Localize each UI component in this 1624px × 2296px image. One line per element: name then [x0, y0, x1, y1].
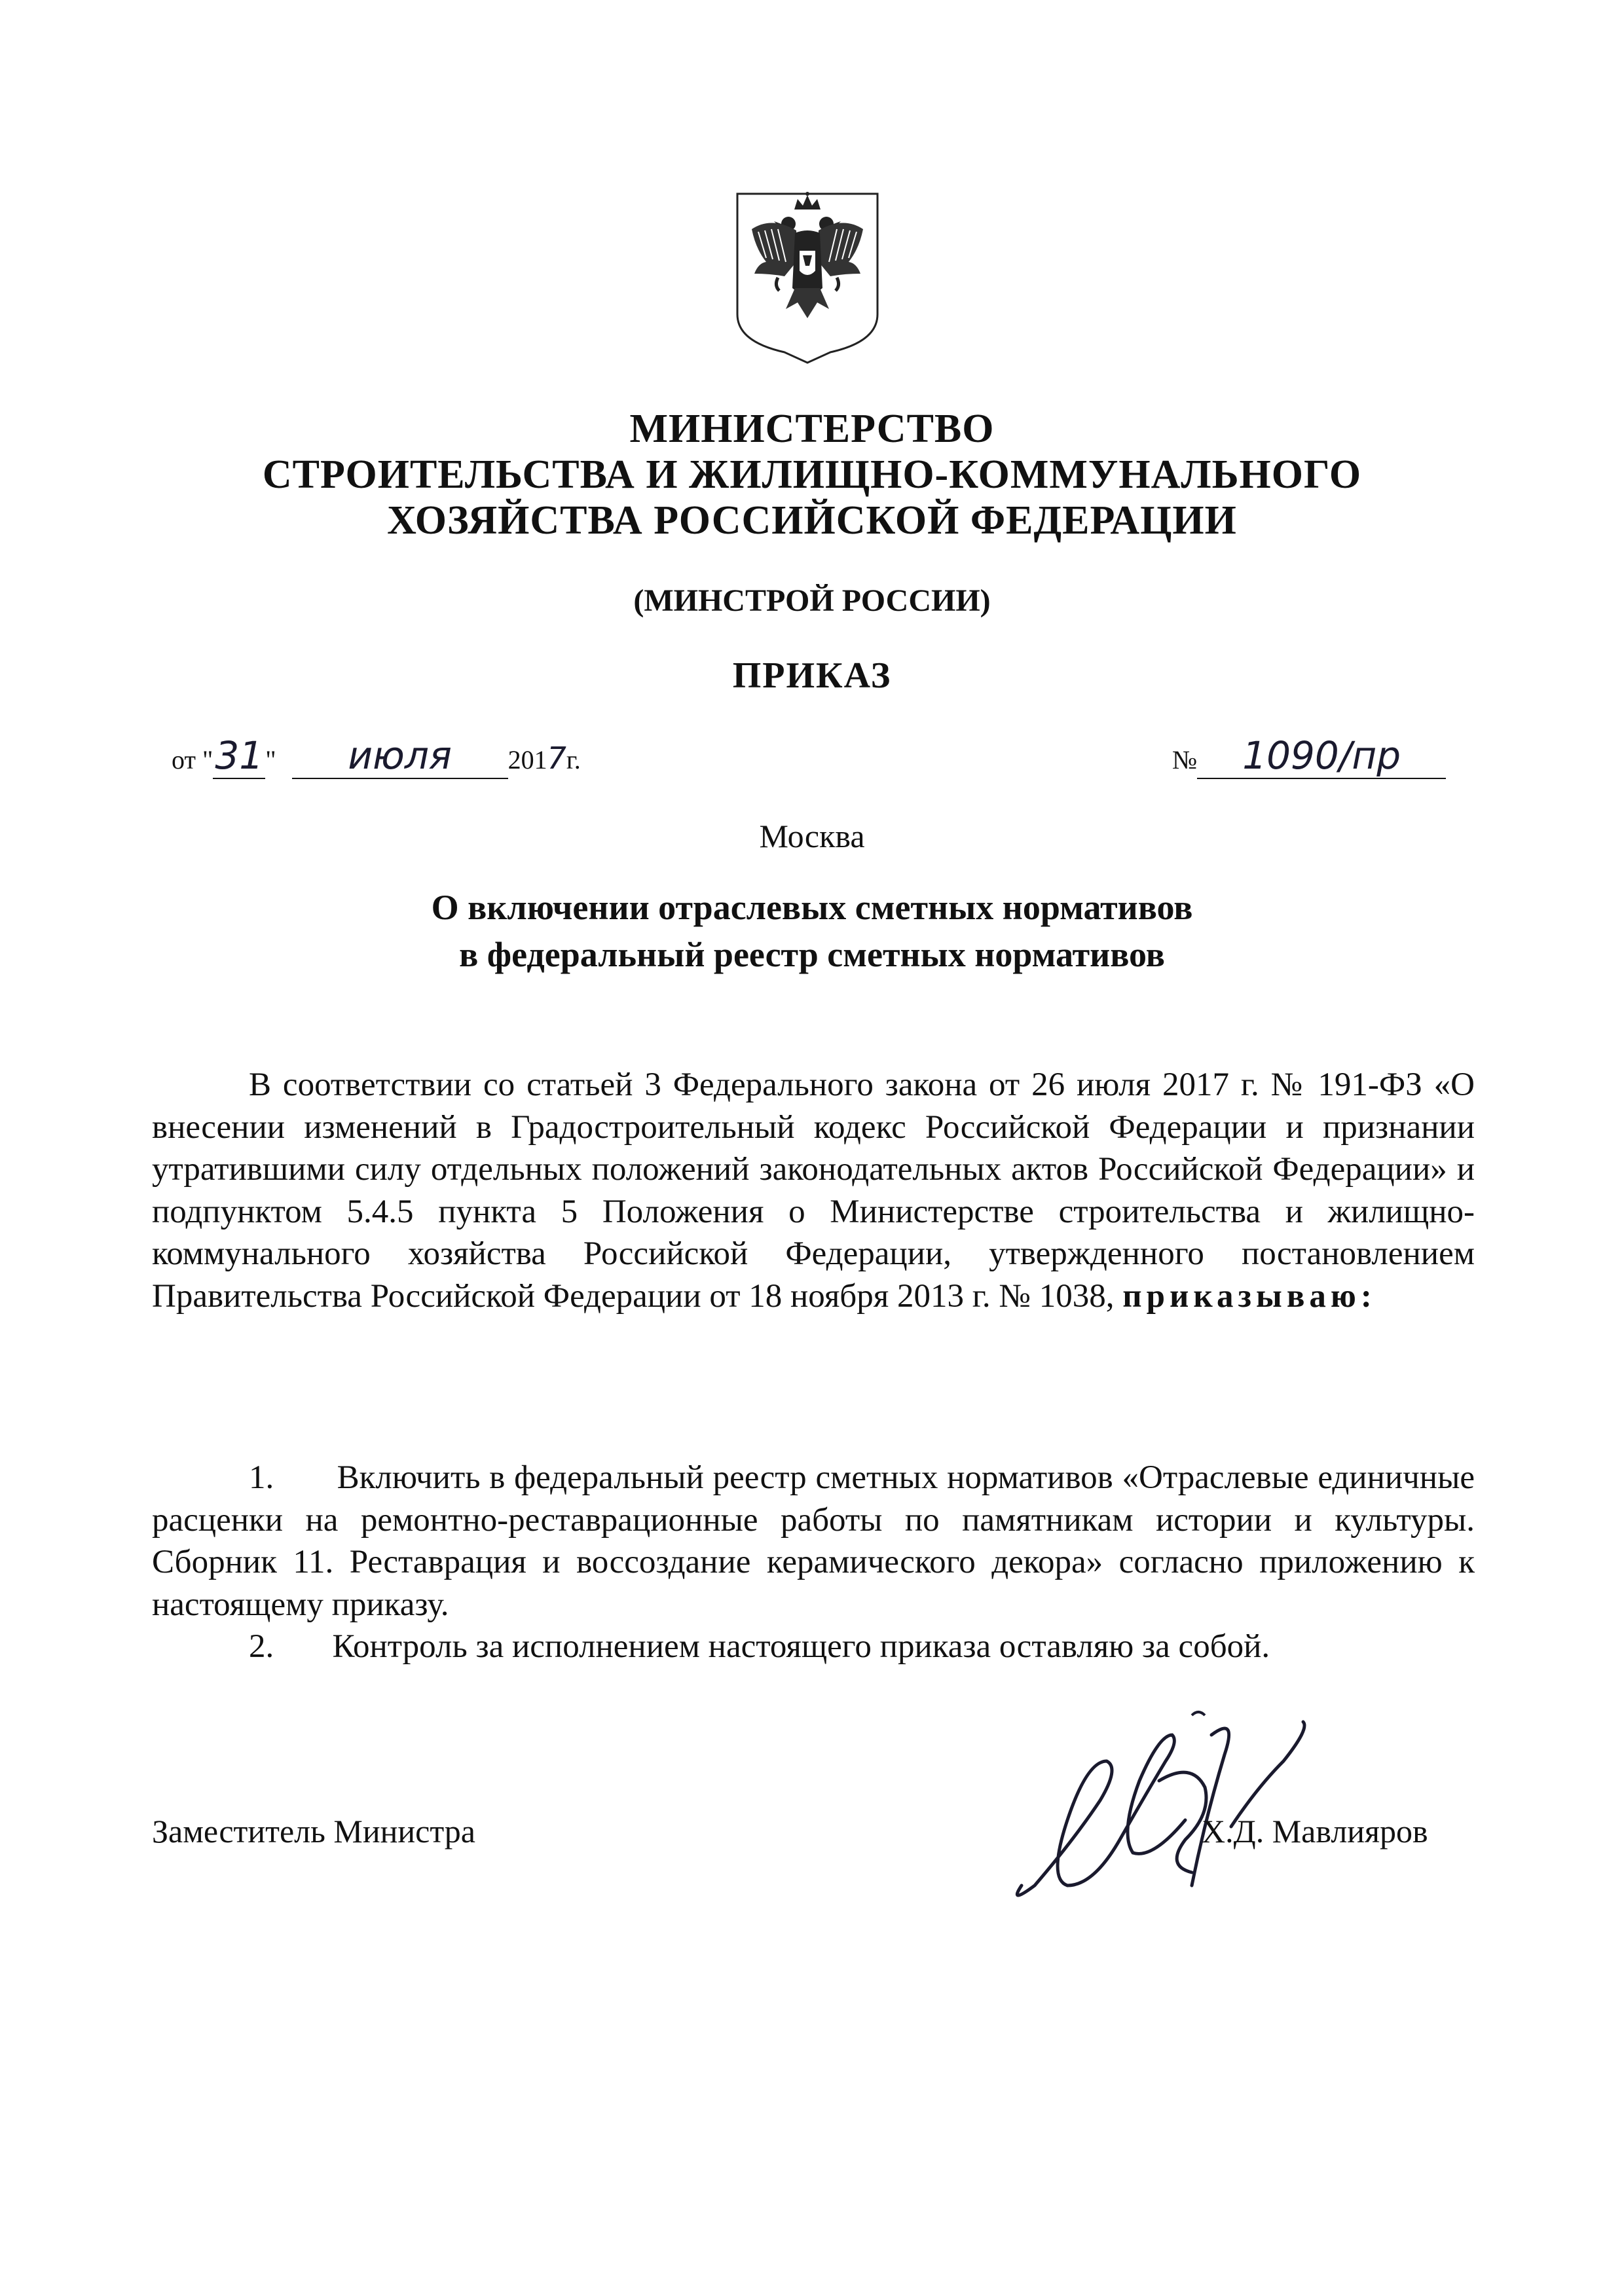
subject-line-1: О включении отраслевых сметных нормативов	[431, 888, 1193, 927]
item-number: 1.	[249, 1459, 274, 1496]
order-number-value: 1090/пр	[1197, 733, 1446, 779]
preamble-paragraph	[152, 1064, 1475, 1317]
date-quote-close: "	[265, 745, 276, 774]
order-command: приказываю:	[1122, 1277, 1376, 1315]
date-month: июля	[292, 733, 508, 779]
order-item-1	[152, 1457, 1475, 1626]
date-quote-open: "	[202, 745, 213, 774]
date-year-hand: 7	[547, 740, 566, 776]
item-text: Включить в федеральный реестр сметных нормативов «Отраслевые единичные расценки на ремонтно-реставрационные работы по памятникам истории и культуры. Сборник 11. Реставрация и воссоздание керамического декора» согласно приложению к настоящему приказу.	[152, 1459, 1475, 1623]
signer-position: Заместитель Министра	[152, 1813, 475, 1850]
item-text: Контроль за исполнением настоящего приказа оставляю за собой.	[332, 1628, 1270, 1665]
subject-line-2: в федеральный реестр сметных нормативов	[459, 935, 1165, 974]
order-number-label: №	[1172, 745, 1198, 774]
order-subject	[0, 884, 1624, 978]
order-items	[152, 1457, 1475, 1668]
date-suffix: г.	[566, 745, 581, 774]
city: Москва	[759, 818, 865, 854]
ministry-line-2: СТРОИТЕЛЬСТВА И ЖИЛИЩНО-КОММУНАЛЬНОГО	[262, 452, 1362, 497]
preamble-text: В соответствии со статьей 3 Федерального закона от 26 июля 2017 г. № 191-ФЗ «О внесении изменений в Градостроительный кодекс Российской Федерации и признании утратившими силу отдельных положений законодательных актов Российской Федерации» и подпунктом 5.4.5 пункта 5 Положения о Министерстве строительства и жилищно-коммунального хозяйства Российской Федерации, утвержденного постановлением Правительства Российской Федерации от 18 ноября 2013 г. № 1038,	[152, 1066, 1475, 1315]
signer-name: Х.Д. Мавлияров	[1202, 1813, 1428, 1850]
order-item-2	[152, 1626, 1475, 1668]
order-number	[1172, 733, 1446, 779]
handwritten-signature-icon	[995, 1689, 1362, 1925]
date-line	[172, 733, 581, 779]
document-type: ПРИКАЗ	[732, 655, 892, 696]
ministry-line-3: ХОЗЯЙСТВА РОССИЙСКОЙ ФЕДЕРАЦИИ	[387, 498, 1237, 543]
coat-of-arms-icon	[732, 190, 883, 367]
ministry-short-name: (МИНСТРОЙ РОССИИ)	[633, 583, 991, 618]
ministry-name	[0, 406, 1624, 543]
item-number: 2.	[249, 1628, 274, 1665]
date-day: 31	[213, 733, 265, 779]
date-prefix: от	[172, 745, 196, 774]
date-year-printed: 201	[507, 745, 547, 774]
ministry-line-1: МИНИСТЕРСТВО	[629, 407, 995, 451]
